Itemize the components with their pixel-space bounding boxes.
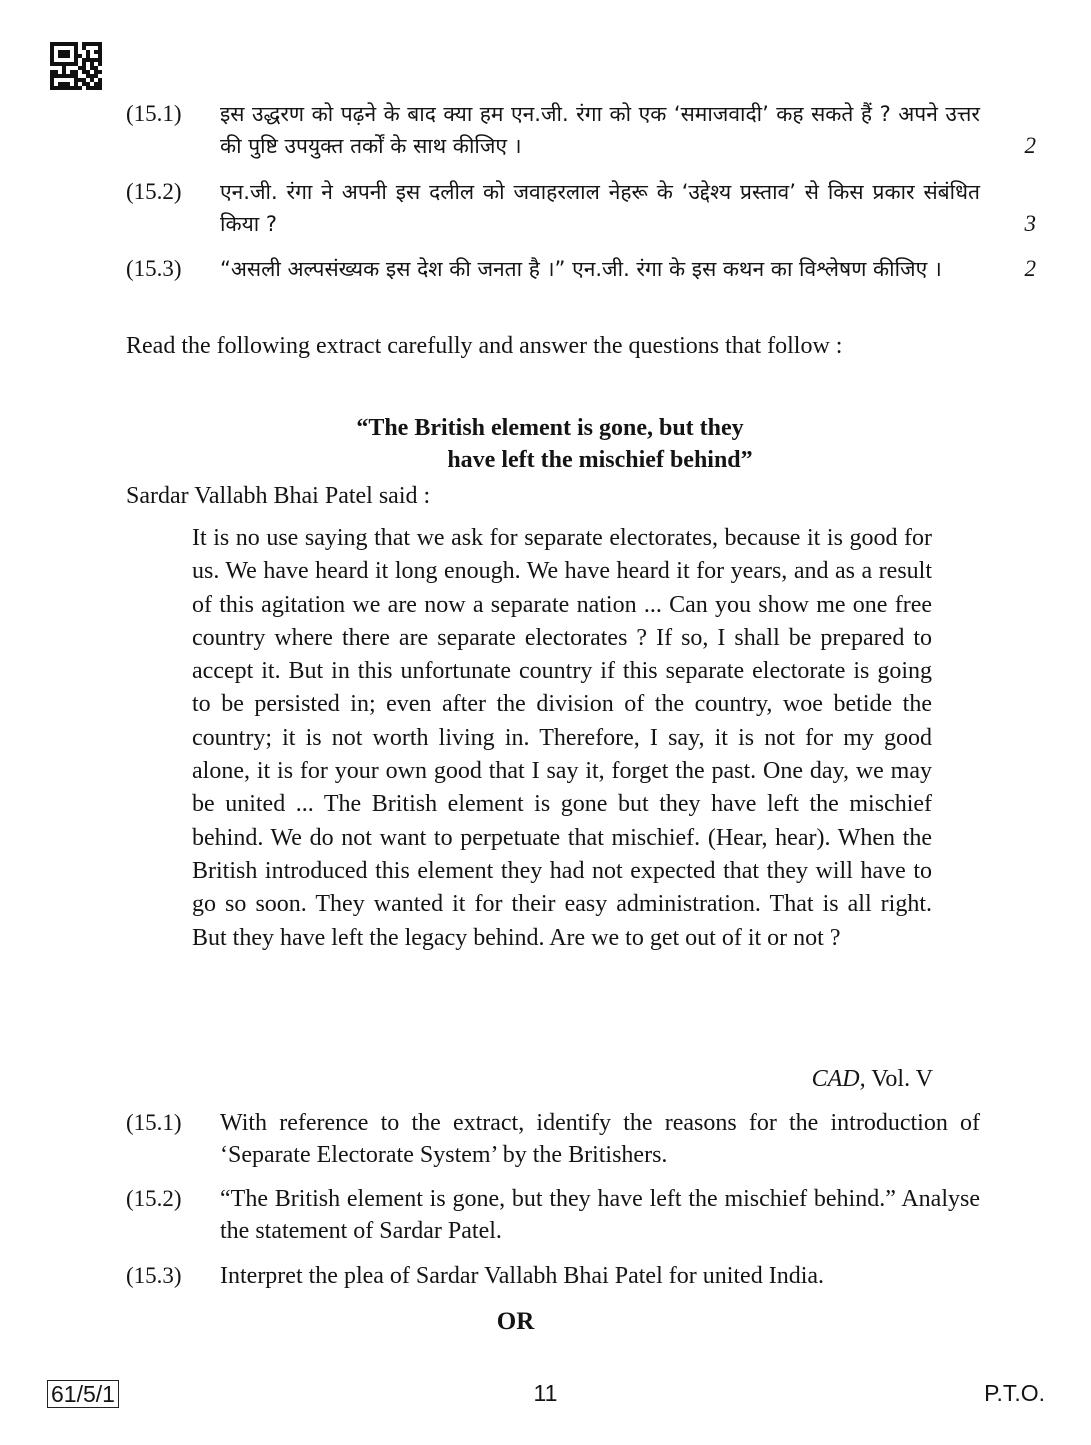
pto-label: P.T.O. bbox=[984, 1380, 1045, 1406]
hindi-question-15-1 bbox=[126, 98, 1036, 162]
question-text: एन.जी. रंगा ने अपनी इस दलील को जवाहरलाल नेहरू के ‘उद्देश्य प्रस्ताव’ से किस प्रकार संबंधित किया ? bbox=[220, 180, 980, 236]
question-text: With reference to the extract, identify the reasons for the introduction of ‘Separate Electorate System’ by the Britishers. bbox=[220, 1110, 980, 1168]
english-question-15-1 bbox=[126, 1107, 1036, 1171]
marks: 2 bbox=[1024, 133, 1036, 158]
marks: 2 bbox=[1024, 256, 1036, 281]
english-question-15-3 bbox=[126, 1260, 1036, 1292]
question-text: “असली अल्पसंख्यक इस देश की जनता है ।” एन.जी. रंगा के इस कथन का विश्लेषण कीजिए । bbox=[220, 257, 942, 281]
source-title: CAD, bbox=[811, 1066, 866, 1092]
source-volume: Vol. V bbox=[865, 1066, 933, 1092]
or-separator: OR bbox=[496, 1308, 535, 1335]
question-number: (15.2) bbox=[126, 1186, 182, 1211]
question-number: (15.3) bbox=[126, 1263, 182, 1288]
question-text: “The British element is gone, but they have left the mischief behind.” Analyse the statement of Sardar Patel. bbox=[220, 1186, 980, 1244]
source-citation bbox=[812, 1066, 933, 1093]
question-number: (15.2) bbox=[126, 179, 182, 204]
question-text: इस उद्धरण को पढ़ने के बाद क्या हम एन.जी. रंगा को एक ‘समाजवादी’ कह सकते हैं ? अपने उत्तर की पुष्टि उपयुक्त तर्कों के साथ कीजिए । bbox=[220, 102, 980, 158]
question-number: (15.1) bbox=[126, 101, 182, 126]
question-number: (15.3) bbox=[126, 256, 182, 281]
qr-code bbox=[50, 42, 102, 90]
paper-code: 61/5/1 bbox=[47, 1380, 119, 1408]
instruction: Read the following extract carefully and answer the questions that follow : bbox=[126, 333, 843, 359]
hindi-question-15-3 bbox=[126, 253, 1036, 285]
marks: 3 bbox=[1024, 211, 1036, 236]
extract-text: It is no use saying that we ask for separate electorates, because it is good for us. We have heard it long enough. We have heard it for years, and as a result of this agitation we are now a separate nation ... Can you show me one free country where there are separate electorates ? If so, I shall be prepared to accept it. But in this unfortunate country if this separate electorate is going to be persisted in; even after the division of the country, woe betide the country; it is not worth living in. Therefore, I say, it is not for my good alone, it is for your own good that I say it, forget the past. One day, we may be united ... The British element is gone but they have left the mischief behind. We do not want to perpetuate that mischief. (Hear, hear). When the British introduced this element they had not expected that they will have to go so soon. They wanted it for their easy administration. That is all right. But they have left the legacy behind. Are we to get out of it or not ? bbox=[192, 525, 932, 951]
page-number: 11 bbox=[533, 1380, 558, 1406]
extract-title-line-1: “The British element is gone, but they bbox=[356, 415, 744, 441]
speaker-line: Sardar Vallabh Bhai Patel said : bbox=[126, 483, 431, 509]
english-question-15-2 bbox=[126, 1183, 1036, 1247]
hindi-question-15-2 bbox=[126, 176, 1036, 240]
question-text: Interpret the plea of Sardar Vallabh Bhai Patel for united India. bbox=[220, 1263, 825, 1289]
question-number: (15.1) bbox=[126, 1110, 182, 1135]
extract-title-line-2: have left the mischief behind” bbox=[447, 447, 753, 473]
